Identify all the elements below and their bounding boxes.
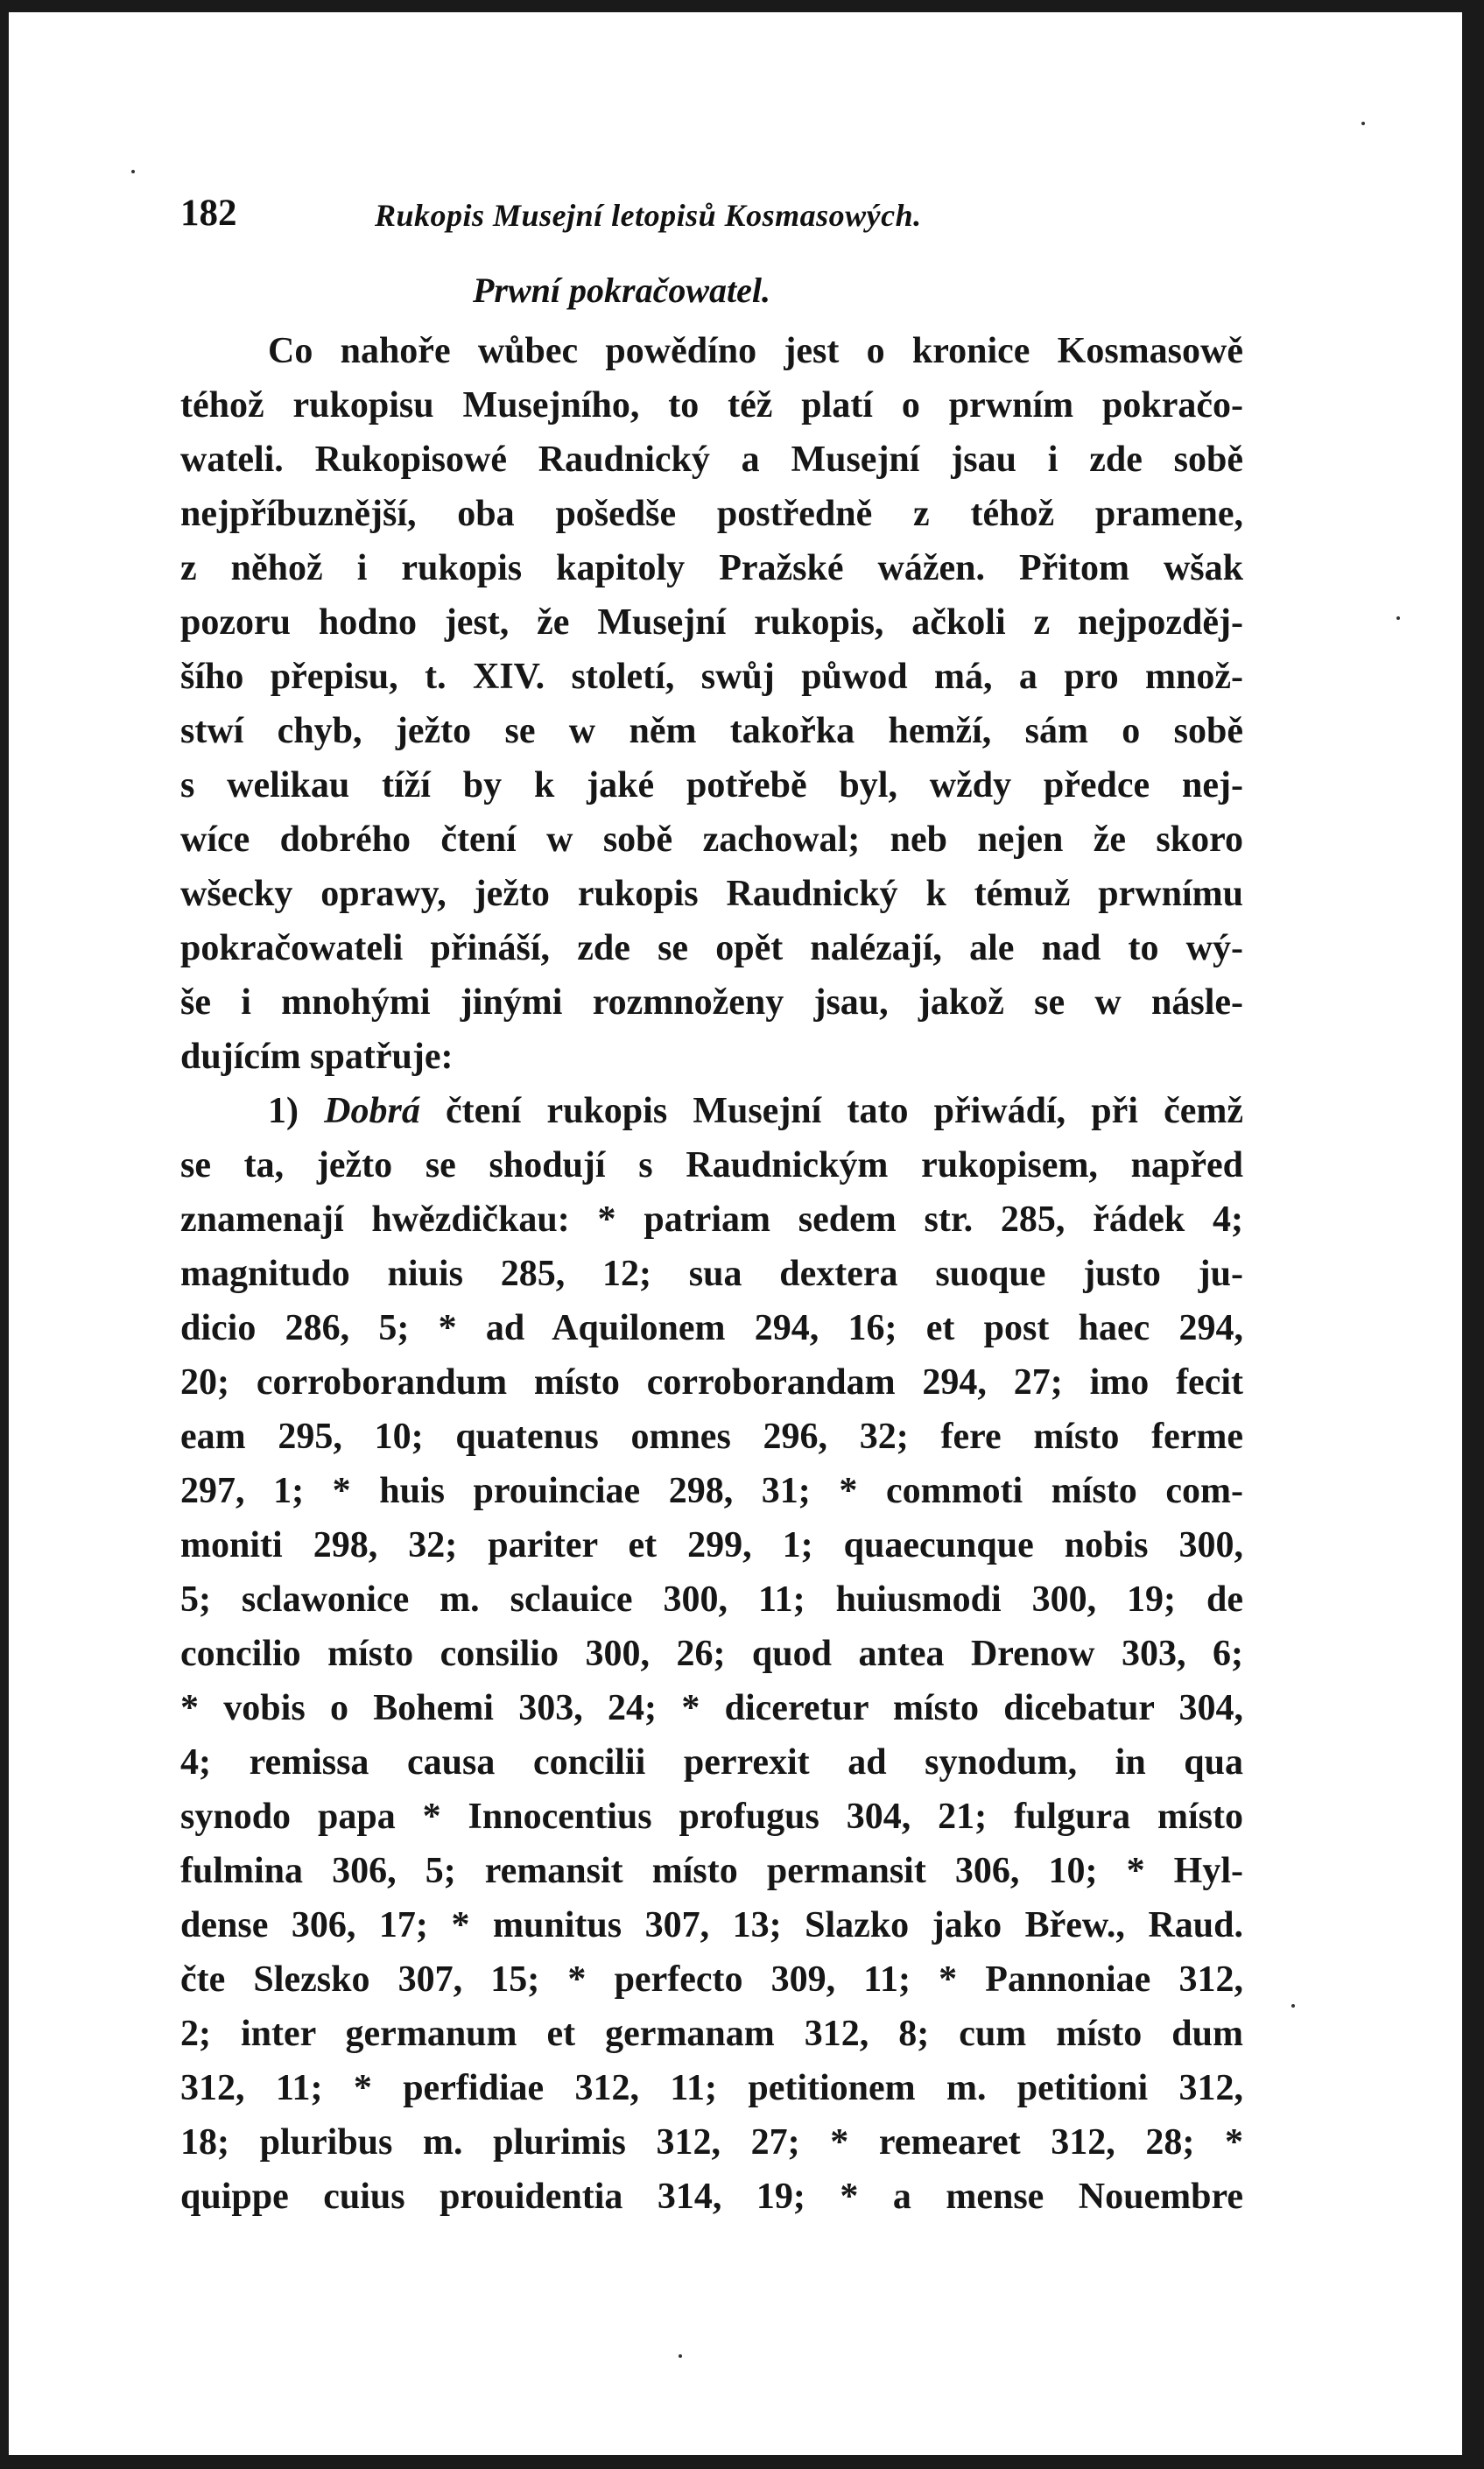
text-line: šího přepisu, t. XIV. století, swůj půwod má, a pro množ- xyxy=(180,657,1243,697)
running-title: Rukopis Musejní letopisů Kosmasowých. xyxy=(375,198,922,233)
text-line: čte Slezsko 307, 15; * perfecto 309, 11; * Pannoniae 312, xyxy=(180,1959,1243,2000)
text-line: 297, 1; * huis prouinciae 298, 31; * commoti místo com- xyxy=(180,1471,1243,1511)
text-line: wíce dobrého čtení w sobě zachowal; neb nejen že skoro xyxy=(180,819,1243,860)
running-head xyxy=(9,192,1462,244)
text-line: * vobis o Bohemi 303, 24; * diceretur místo dicebatur 304, xyxy=(180,1688,1243,1728)
text-line: s welikau tíží by k jaké potřebě byl, wždy předce nej- xyxy=(180,765,1243,805)
text-line: synodo papa * Innocentius profugus 304, 21; fulgura místo xyxy=(180,1797,1243,1837)
emphasized-word: Dobrá xyxy=(324,1091,420,1131)
body-text xyxy=(180,324,1243,2224)
text-line: moniti 298, 32; pariter et 299, 1; quaecunque nobis 300, xyxy=(180,1525,1243,1565)
text-line: magnitudo niuis 285, 12; sua dextera suoque justo ju- xyxy=(180,1254,1243,1294)
print-speck xyxy=(1361,122,1365,125)
text-line: 4; remissa causa concilii perrexit ad synodum, in qua xyxy=(180,1742,1243,1783)
text-line: quippe cuius prouidentia 314, 19; * a mense Nouembre xyxy=(180,2177,1243,2217)
text-line: z něhož i rukopis kapitoly Pražské wážen. Přitom wšak xyxy=(180,548,1243,588)
text-line: še i mnohými jinými rozmnoženy jsau, jakož se w násle- xyxy=(180,982,1243,1023)
text-line: 312, 11; * perfidiae 312, 11; petitionem m. petitioni 312, xyxy=(180,2068,1243,2108)
text-line: pokračowateli přináší, zde se opět nalézají, ale nad to wý- xyxy=(180,928,1243,968)
text-line: fulmina 306, 5; remansit místo permansit 306, 10; * Hyl- xyxy=(180,1851,1243,1891)
print-speck xyxy=(1291,2004,1295,2008)
section-title: Prwní pokračowatel. xyxy=(472,271,771,310)
text-line: dicio 286, 5; * ad Aquilonem 294, 16; et post haec 294, xyxy=(180,1308,1243,1348)
print-speck xyxy=(679,2354,682,2358)
text-line: nejpříbuznější, oba pošedše postředně z téhož pramene, xyxy=(180,494,1243,534)
text-line: wateli. Rukopisowé Raudnický a Musejní jsau i zde sobě xyxy=(180,440,1243,480)
text-line: concilio místo consilio 300, 26; quod antea Drenow 303, 6; xyxy=(180,1634,1243,1674)
page-number: 182 xyxy=(180,193,237,234)
text-line: stwí chyb, ježto se w něm takořka hemží, sám o sobě xyxy=(180,711,1243,751)
text-line: 18; pluribus m. plurimis 312, 27; * remearet 312, 28; * xyxy=(180,2122,1243,2163)
text-line: wšecky oprawy, ježto rukopis Raudnický k témuž prwnímu xyxy=(180,874,1243,914)
text-line: 20; corroborandum místo corroborandam 294, 27; imo fecit xyxy=(180,1362,1243,1403)
print-speck xyxy=(131,170,135,173)
text-line: 2; inter germanum et germanam 312, 8; cum místo dum xyxy=(180,2014,1243,2054)
text-line: téhož rukopisu Musejního, to též platí o prwním pokračo- xyxy=(180,385,1243,426)
text-line: pozoru hodno jest, že Musejní rukopis, ačkoli z nejpozděj- xyxy=(180,602,1243,643)
text-line: Co nahoře wůbec powědíno jest o kronice Kosmasowě xyxy=(268,331,1243,371)
text-line: dense 306, 17; * munitus 307, 13; Slazko jako Břew., Raud. xyxy=(180,1905,1243,1945)
text-line: se ta, ježto se shodují s Raudnickým rukopisem, napřed xyxy=(180,1145,1243,1185)
text-line: eam 295, 10; quatenus omnes 296, 32; fere místo ferme xyxy=(180,1417,1243,1457)
text-line: 5; sclawonice m. sclauice 300, 11; huiusmodi 300, 19; de xyxy=(180,1579,1243,1620)
book-page xyxy=(9,12,1462,2455)
text-line: znamenají hwězdičkau: * patriam sedem str. 285, řádek 4; xyxy=(180,1199,1243,1240)
list-item-line xyxy=(180,1084,1243,1138)
print-speck xyxy=(1396,616,1400,620)
text-line-rest: čtení rukopis Musejní tato přiwádí, při čemž xyxy=(446,1091,1243,1131)
list-marker: 1) xyxy=(268,1091,299,1131)
text-line: dujícím spatřuje: xyxy=(180,1037,454,1077)
